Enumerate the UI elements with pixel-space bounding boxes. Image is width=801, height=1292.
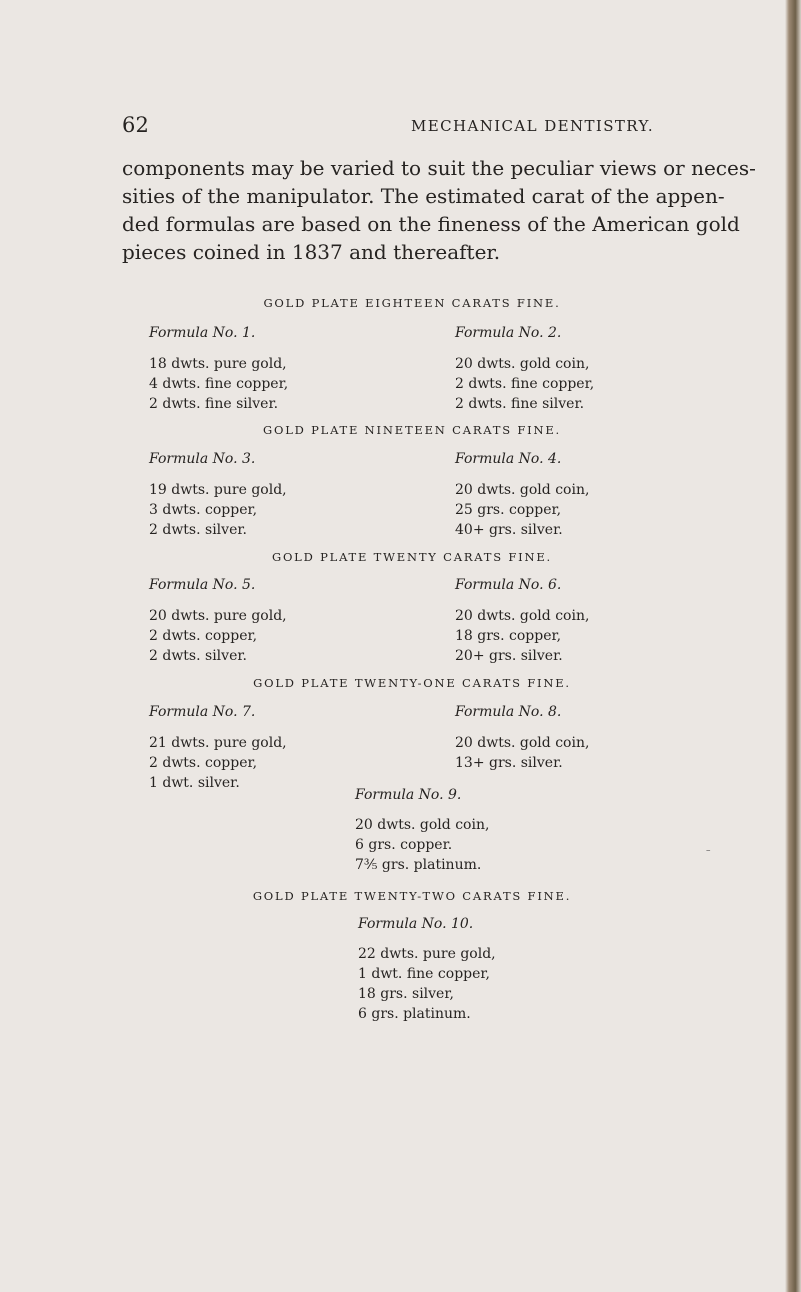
formula-line: 25 grs. copper,	[455, 502, 562, 518]
formula-line: 21 dwts. pure gold,	[149, 735, 287, 751]
formula-2	[455, 323, 695, 414]
page-header	[122, 113, 682, 137]
formula-title: Formula No. 3.	[149, 451, 256, 467]
formula-line: 18 grs. copper,	[455, 628, 562, 644]
formula-title: Formula No. 4.	[455, 451, 562, 467]
formula-line: 2 dwts. fine copper,	[455, 376, 595, 392]
formula-line: 20 dwts. pure gold,	[149, 608, 287, 624]
formula-line: 4 dwts. fine copper,	[149, 376, 289, 392]
formula-line: 13+ grs. silver.	[455, 755, 563, 771]
formula-line: 1 dwt. fine copper,	[358, 966, 491, 982]
formula-line: 20 dwts. gold coin,	[455, 356, 590, 372]
section-heading-20-carats: GOLD PLATE TWENTY CARATS FINE.	[271, 550, 553, 564]
formula-line: 22 dwts. pure gold,	[358, 946, 496, 962]
formula-title: Formula No. 10.	[358, 916, 474, 932]
formula-7	[149, 702, 389, 793]
formula-line: 3 dwts. copper,	[149, 502, 258, 518]
formula-3	[149, 449, 389, 540]
formula-line: 20+ grs. silver.	[455, 648, 563, 664]
formula-1	[149, 323, 389, 414]
formula-line: 2 dwts. silver.	[149, 648, 247, 664]
section-heading-22-carats: GOLD PLATE TWENTY-TWO CARATS FINE.	[252, 889, 572, 903]
page-binding-edge	[785, 0, 801, 1292]
formula-line: 20 dwts. gold coin,	[455, 608, 590, 624]
formula-title: Formula No. 7.	[149, 704, 256, 720]
intro-line: pieces coined in 1837 and thereafter.	[122, 240, 501, 264]
intro-line: ded formulas are based on the fineness of the American gold	[122, 212, 740, 236]
section-heading-18-carats: GOLD PLATE EIGHTEEN CARATS FINE.	[263, 296, 561, 310]
formula-title: Formula No. 9.	[355, 787, 462, 803]
page-number: 62	[122, 113, 150, 137]
margin-mark: –	[706, 846, 711, 856]
formula-line: 19 dwts. pure gold,	[149, 482, 287, 498]
intro-line: sities of the manipulator. The estimated carat of the appen-	[122, 184, 725, 208]
formula-title: Formula No. 2.	[455, 325, 562, 341]
formula-line: 2 dwts. fine silver.	[149, 396, 279, 412]
formula-line: 2 dwts. copper,	[149, 628, 258, 644]
formula-9	[355, 785, 595, 875]
formula-6	[455, 575, 695, 666]
formula-line: 18 dwts. pure gold,	[149, 356, 287, 372]
formula-line: 6 grs. platinum.	[358, 1006, 471, 1022]
formula-title: Formula No. 6.	[455, 577, 562, 593]
section-heading-21-carats: GOLD PLATE TWENTY-ONE CARATS FINE.	[253, 676, 571, 690]
intro-paragraph	[122, 154, 756, 266]
formula-line: 40+ grs. silver.	[455, 522, 563, 538]
intro-line: components may be varied to suit the peculiar views or neces-	[122, 156, 756, 180]
formula-line: 20 dwts. gold coin,	[355, 817, 490, 833]
formula-line: 2 dwts. fine silver.	[455, 396, 585, 412]
formula-10	[358, 914, 598, 1024]
section-heading-19-carats: GOLD PLATE NINETEEN CARATS FINE.	[262, 423, 562, 437]
formula-title: Formula No. 5.	[149, 577, 256, 593]
formula-title: Formula No. 8.	[455, 704, 562, 720]
formula-4	[455, 449, 695, 540]
formula-line: 2 dwts. copper,	[149, 755, 258, 771]
formula-title: Formula No. 1.	[149, 325, 256, 341]
formula-line: 6 grs. copper.	[355, 837, 453, 853]
formula-line: 20 dwts. gold coin,	[455, 482, 590, 498]
formula-line: 7⅗ grs. platinum.	[355, 857, 482, 873]
formula-line: 18 grs. silver,	[358, 986, 454, 1002]
running-head: MECHANICAL DENTISTRY.	[411, 117, 655, 135]
formula-line: 1 dwt. silver.	[149, 775, 240, 791]
formula-line: 2 dwts. silver.	[149, 522, 247, 538]
formula-8	[455, 702, 695, 773]
formula-line: 20 dwts. gold coin,	[455, 735, 590, 751]
formula-5	[149, 575, 389, 666]
